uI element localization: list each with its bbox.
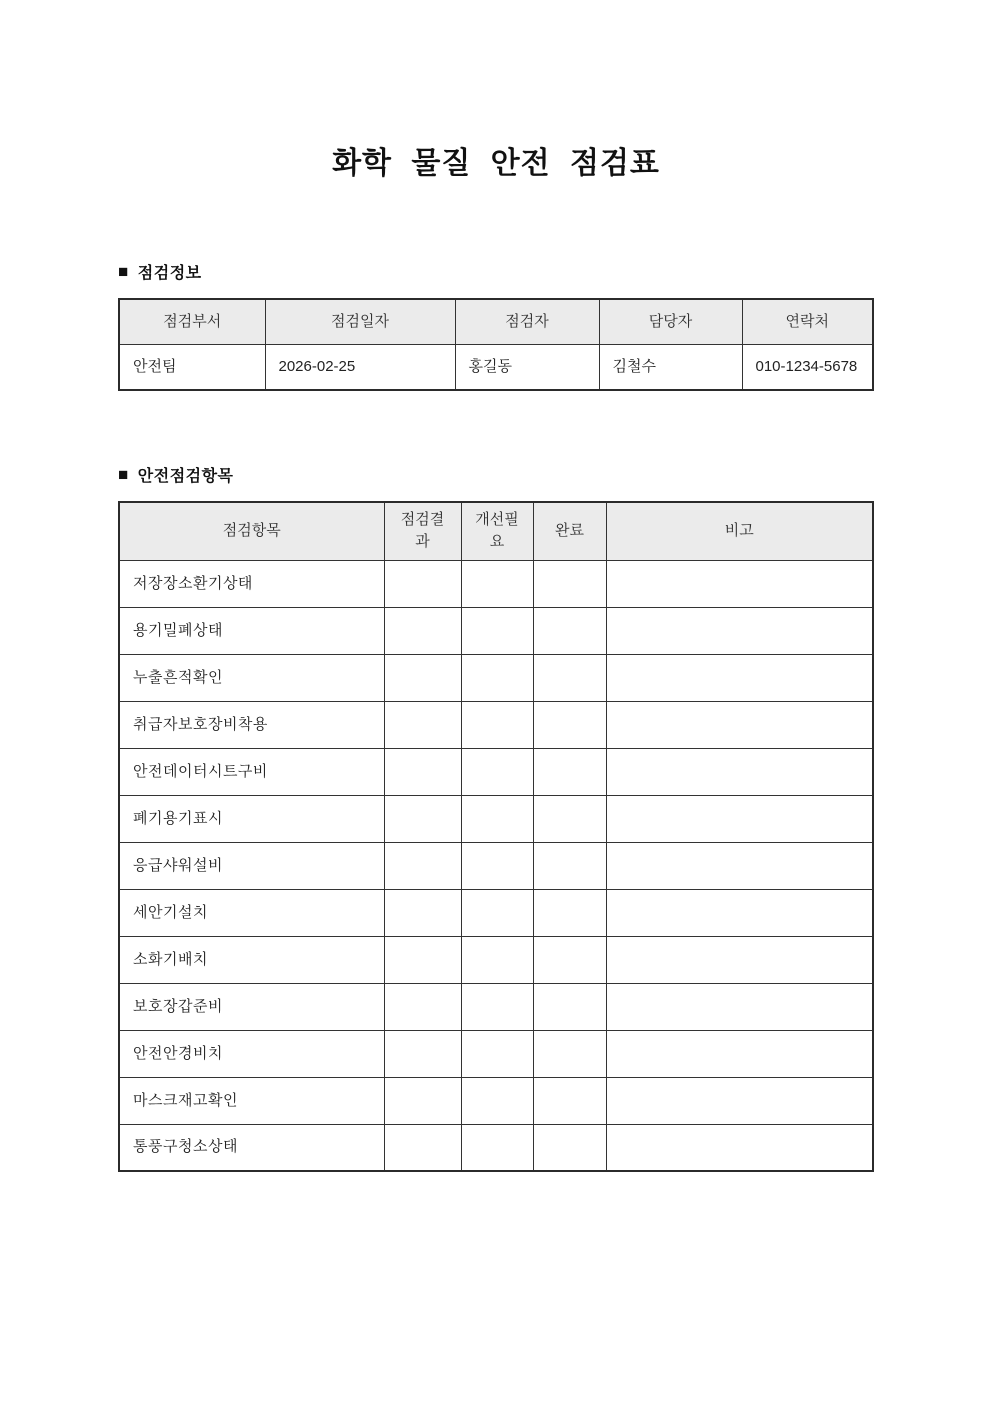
checklist-item-label: 폐기용기표시	[119, 795, 384, 842]
info-data-row	[119, 344, 873, 390]
checklist-item-label: 안전안경비치	[119, 1030, 384, 1077]
checklist-row	[119, 889, 873, 936]
checklist-improve-cell	[461, 1124, 533, 1171]
checklist-improve-cell	[461, 983, 533, 1030]
info-header-row	[119, 299, 873, 344]
info-column-header: 담당자	[599, 299, 742, 344]
info-column-header: 점검자	[455, 299, 599, 344]
checklist-note-cell	[606, 607, 873, 654]
info-column-header: 점검부서	[119, 299, 265, 344]
info-value-cell: 2026-02-25	[265, 344, 455, 390]
checklist-done-cell	[533, 607, 606, 654]
checklist-note-cell	[606, 1030, 873, 1077]
info-column-header: 연락처	[742, 299, 873, 344]
checklist-row	[119, 654, 873, 701]
info-value-cell: 홍길동	[455, 344, 599, 390]
info-table-header	[119, 299, 873, 344]
checklist-note-cell	[606, 1077, 873, 1124]
info-column-header: 점검일자	[265, 299, 455, 344]
checklist-improve-cell	[461, 889, 533, 936]
checklist-note-cell	[606, 654, 873, 701]
info-value-cell: 안전팀	[119, 344, 265, 390]
checklist-item-label: 취급자보호장비착용	[119, 701, 384, 748]
checklist-item-label: 안전데이터시트구비	[119, 748, 384, 795]
checklist-row	[119, 607, 873, 654]
checklist-note-cell	[606, 795, 873, 842]
checklist-header-row	[119, 502, 873, 560]
checklist-row	[119, 1077, 873, 1124]
checklist-result-cell	[384, 701, 461, 748]
checklist-column-header: 점검결과	[384, 502, 461, 560]
checklist-result-cell	[384, 1030, 461, 1077]
checklist-item-label: 누출흔적확인	[119, 654, 384, 701]
checklist-column-header: 개선필요	[461, 502, 533, 560]
checklist-column-header: 점검항목	[119, 502, 384, 560]
checklist-improve-cell	[461, 842, 533, 889]
checklist-note-cell	[606, 748, 873, 795]
checklist-improve-cell	[461, 748, 533, 795]
checklist-item-label: 용기밀폐상태	[119, 607, 384, 654]
checklist-item-label: 저장장소환기상태	[119, 560, 384, 607]
checklist-row	[119, 1030, 873, 1077]
checklist-done-cell	[533, 654, 606, 701]
checklist-row	[119, 983, 873, 1030]
checklist-result-cell	[384, 1124, 461, 1171]
info-value-cell: 010-1234-5678	[742, 344, 873, 390]
checklist-note-cell	[606, 842, 873, 889]
checklist-result-cell	[384, 795, 461, 842]
checklist-done-cell	[533, 1077, 606, 1124]
checklist-done-cell	[533, 936, 606, 983]
checklist-done-cell	[533, 748, 606, 795]
document-title: 화학 물질 안전 점검표	[332, 147, 660, 180]
checklist-done-cell	[533, 842, 606, 889]
checklist-done-cell	[533, 795, 606, 842]
checklist-row	[119, 748, 873, 795]
checklist-improve-cell	[461, 795, 533, 842]
checklist-column-header: 완료	[533, 502, 606, 560]
checklist-result-cell	[384, 983, 461, 1030]
info-table-body	[119, 344, 873, 390]
checklist-done-cell	[533, 889, 606, 936]
checklist-result-cell	[384, 607, 461, 654]
checklist-improve-cell	[461, 1030, 533, 1077]
info-table	[118, 298, 874, 391]
section-heading-checklist-label: 안전점검항목	[137, 468, 234, 485]
checklist-done-cell	[533, 560, 606, 607]
checklist-item-label: 세안기설치	[119, 889, 384, 936]
checklist-table-body	[119, 560, 873, 1171]
checklist-improve-cell	[461, 936, 533, 983]
checklist-item-label: 응급샤워설비	[119, 842, 384, 889]
checklist-result-cell	[384, 748, 461, 795]
checklist-done-cell	[533, 1124, 606, 1171]
checklist-improve-cell	[461, 1077, 533, 1124]
checklist-improve-cell	[461, 607, 533, 654]
checklist-item-label: 마스크재고확인	[119, 1077, 384, 1124]
section-heading-info-label: 점검정보	[137, 265, 202, 282]
section-heading-checklist	[118, 463, 874, 486]
checklist-result-cell	[384, 842, 461, 889]
checklist-note-cell	[606, 560, 873, 607]
section-heading-info	[118, 260, 874, 283]
checklist-note-cell	[606, 983, 873, 1030]
checklist-result-cell	[384, 889, 461, 936]
checklist-note-cell	[606, 936, 873, 983]
checklist-result-cell	[384, 654, 461, 701]
checklist-improve-cell	[461, 654, 533, 701]
checklist-row	[119, 842, 873, 889]
checklist-done-cell	[533, 983, 606, 1030]
checklist-table	[118, 501, 874, 1172]
info-value-cell: 김철수	[599, 344, 742, 390]
checklist-done-cell	[533, 1030, 606, 1077]
checklist-result-cell	[384, 560, 461, 607]
checklist-note-cell	[606, 889, 873, 936]
checklist-row	[119, 1124, 873, 1171]
checklist-item-label: 보호장갑준비	[119, 983, 384, 1030]
checklist-note-cell	[606, 701, 873, 748]
section-bullet-icon: ■	[118, 465, 129, 484]
checklist-note-cell	[606, 1124, 873, 1171]
checklist-improve-cell	[461, 701, 533, 748]
checklist-row	[119, 701, 873, 748]
checklist-item-label: 통풍구청소상태	[119, 1124, 384, 1171]
checklist-row	[119, 560, 873, 607]
checklist-done-cell	[533, 701, 606, 748]
checklist-row	[119, 936, 873, 983]
checklist-improve-cell	[461, 560, 533, 607]
checklist-column-header: 비고	[606, 502, 873, 560]
checklist-result-cell	[384, 936, 461, 983]
checklist-row	[119, 795, 873, 842]
checklist-table-header	[119, 502, 873, 560]
checklist-result-cell	[384, 1077, 461, 1124]
checklist-item-label: 소화기배치	[119, 936, 384, 983]
section-bullet-icon: ■	[118, 262, 129, 281]
